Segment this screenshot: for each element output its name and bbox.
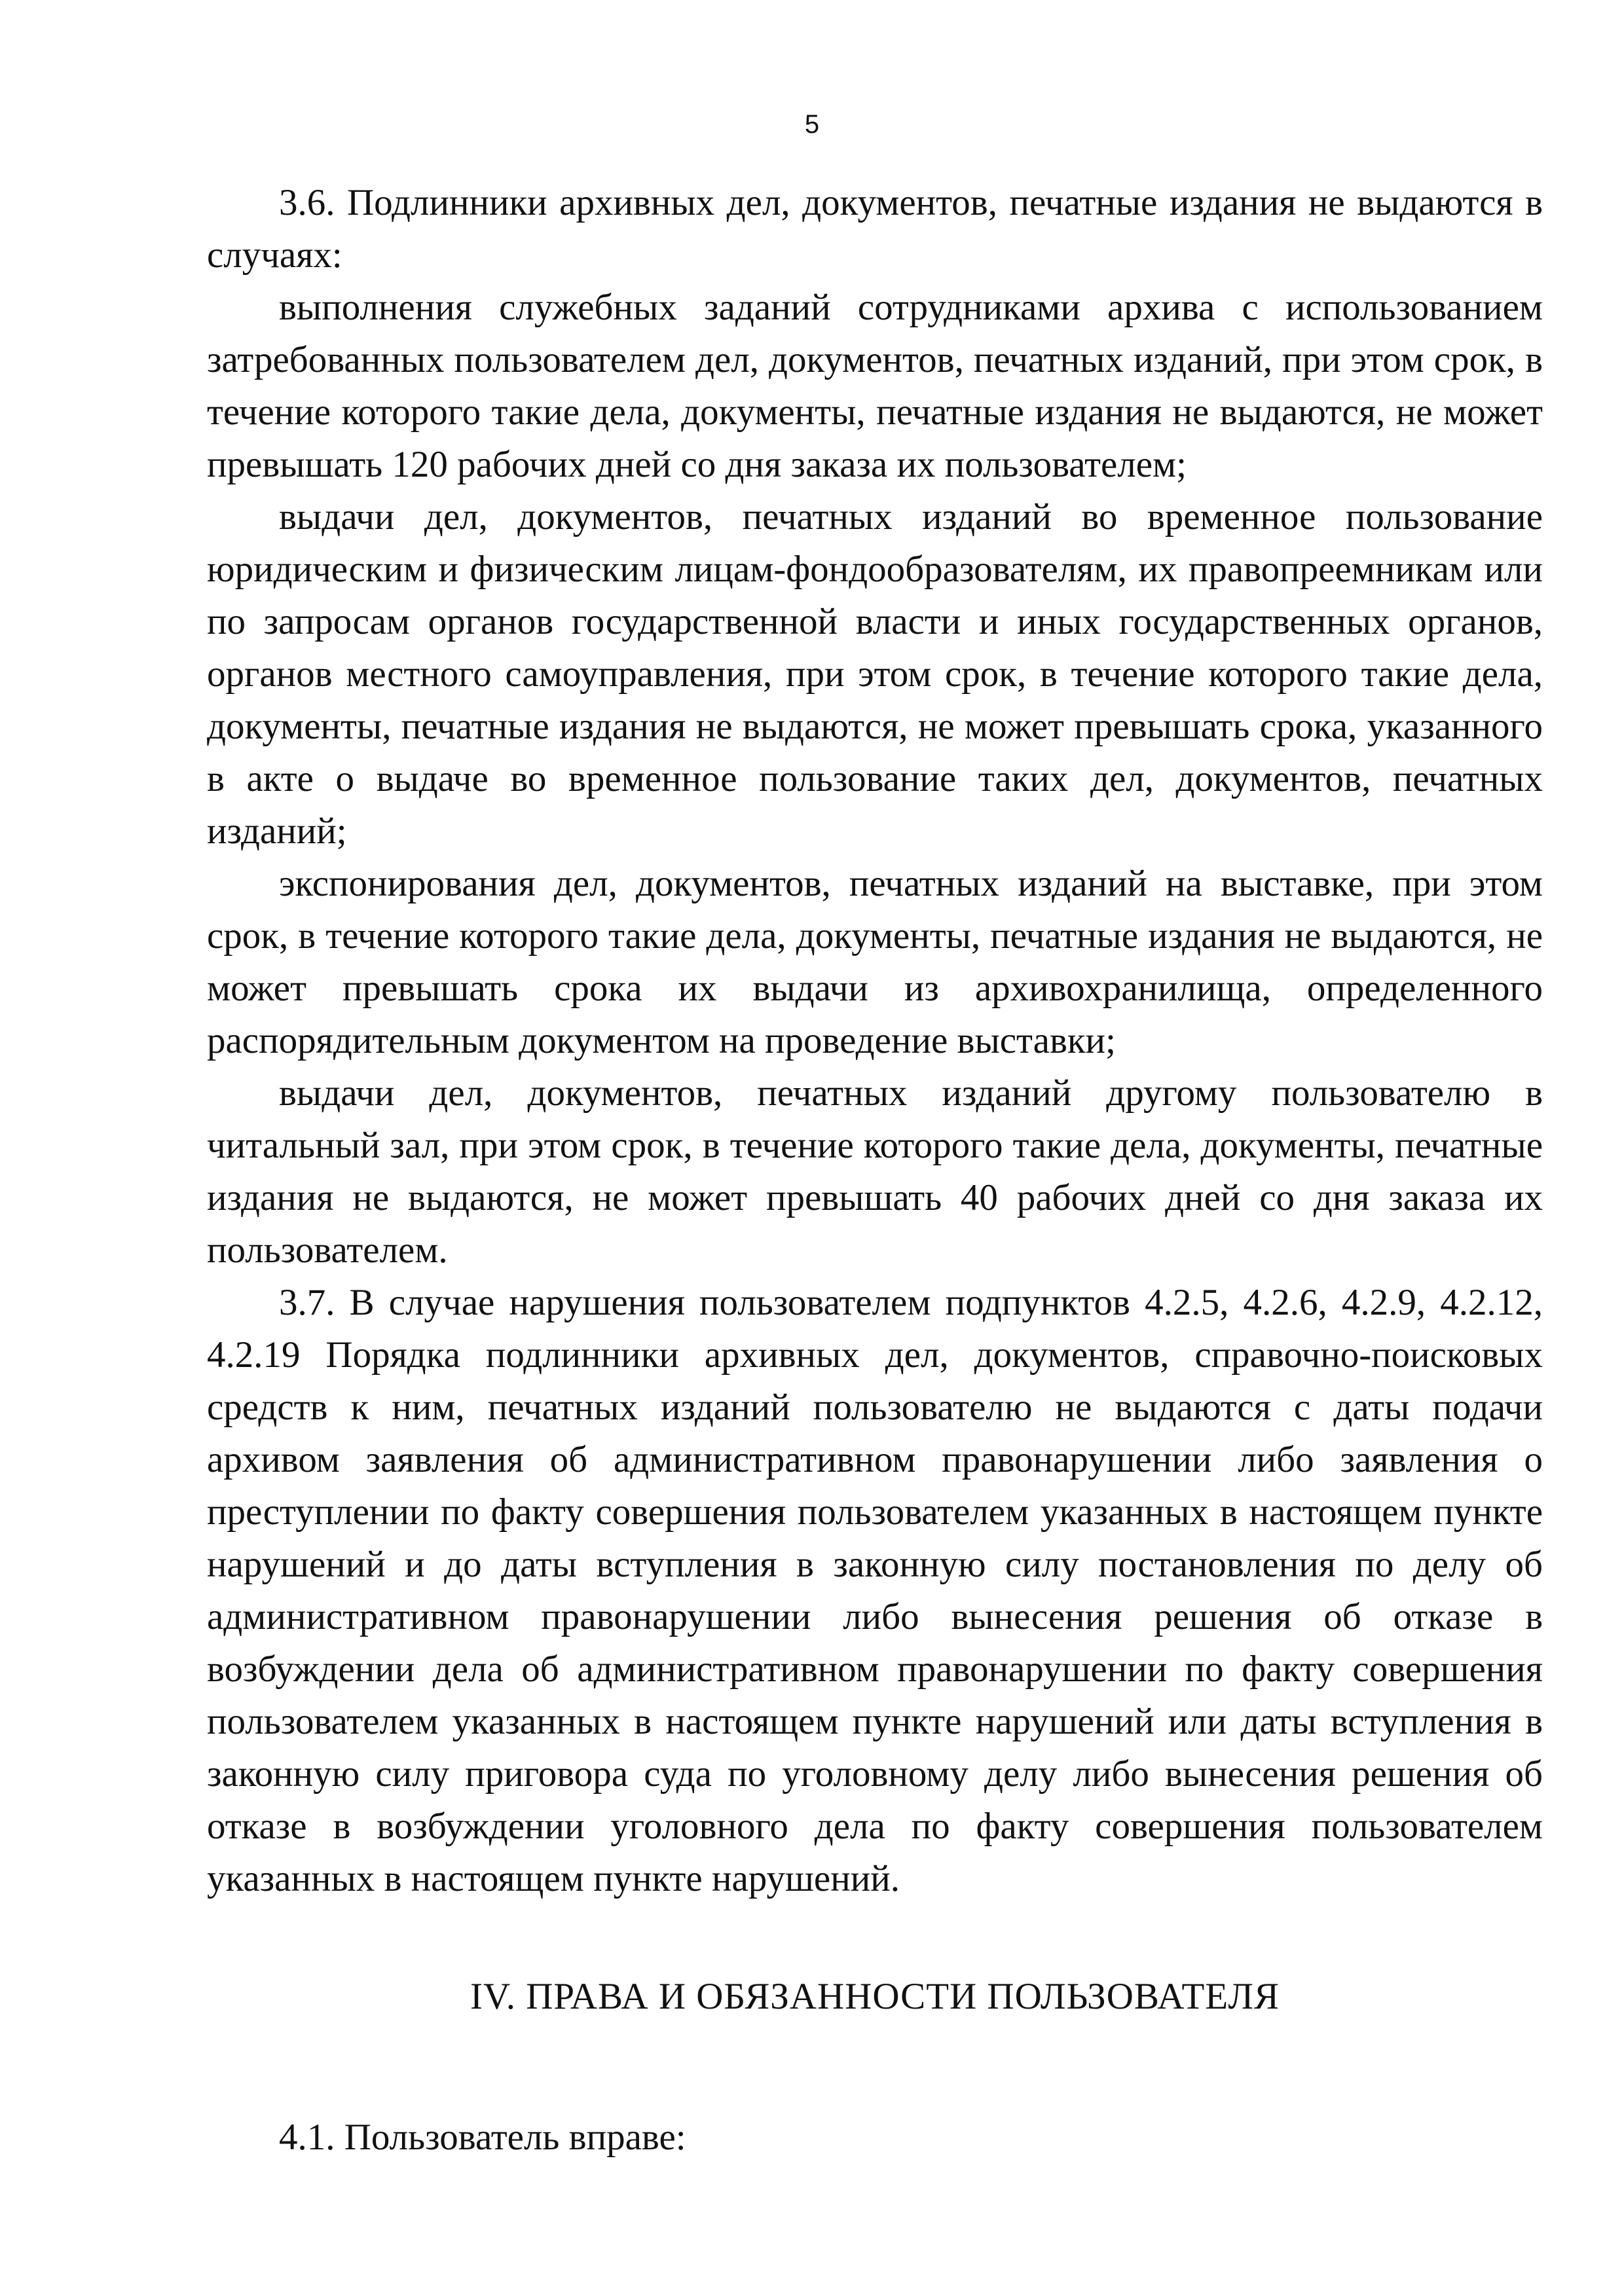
list-item-other-user: выдачи дел, документов, печатных изданий другому пользователю в читальный зал, при этом срок, в течение которого такие дела, документы, печатные издания не выдаются, не может превышать 40 рабочих дней со дня заказа их пользователем. xyxy=(207,1072,1543,1271)
section-heading: IV. ПРАВА И ОБЯЗАННОСТИ ПОЛЬЗОВАТЕЛЯ xyxy=(470,1976,1280,2017)
list-item-temporary-use: выдачи дел, документов, печатных изданий во временное пользование юридическим и физическим лицам-фондообразователям, их правопреемникам или по запросам органов государственной власти и иных государственных органов, органов местного самоуправления, при этом срок, в течение которого такие дела, документы, печатные издания не выдаются, не может превышать срока, указанного в акте о выдаче во временное пользование таких дел, документов, печатных изданий; xyxy=(207,496,1543,852)
list-item-official-tasks: выполнения служебных заданий сотрудниками архива с использованием затребованных пользователем дел, документов, печатных изданий, при этом срок, в течение которого такие дела, документы, печатные издания не выдаются, не может превышать 120 рабочих дней со дня заказа их пользователем; xyxy=(207,287,1543,485)
page-number: 5 xyxy=(804,110,820,139)
paragraph-4-1: 4.1. Пользователь вправе: xyxy=(279,2117,686,2158)
paragraph-3-7: 3.7. В случае нарушения пользователем подпунктов 4.2.5, 4.2.6, 4.2.9, 4.2.12, 4.2.19 Порядка подлинники архивных дел, документов, справочно-поисковых средств к ним, печатных изданий пользователю не выдаются с даты подачи архивом заявления об административном правонарушении либо заявления о преступлении по факту совершения пользователем указанных в настоящем пункте нарушений и до даты вступления в законную силу постановления по делу об административном правонарушении либо вынесения решения об отказе в возбуждении дела об административном правонарушении по факту совершения пользователем указанных в настоящем пункте нарушений или даты вступления в законную силу приговора суда по уголовному делу либо вынесения решения об отказе в возбуждении уголовного дела по факту совершения пользователем указанных в настоящем пункте нарушений. xyxy=(207,1282,1543,1899)
list-item-exhibition: экспонирования дел, документов, печатных изданий на выставке, при этом срок, в течение которого такие дела, документы, печатные издания не выдаются, не может превышать срока их выдачи из архивохранилища, определенного распорядительным документом на проведение выставки; xyxy=(207,863,1543,1061)
document-body xyxy=(207,177,1543,1905)
paragraph-3-6: 3.6. Подлинники архивных дел, документов, печатные издания не выдаются в случаях: xyxy=(207,182,1543,276)
